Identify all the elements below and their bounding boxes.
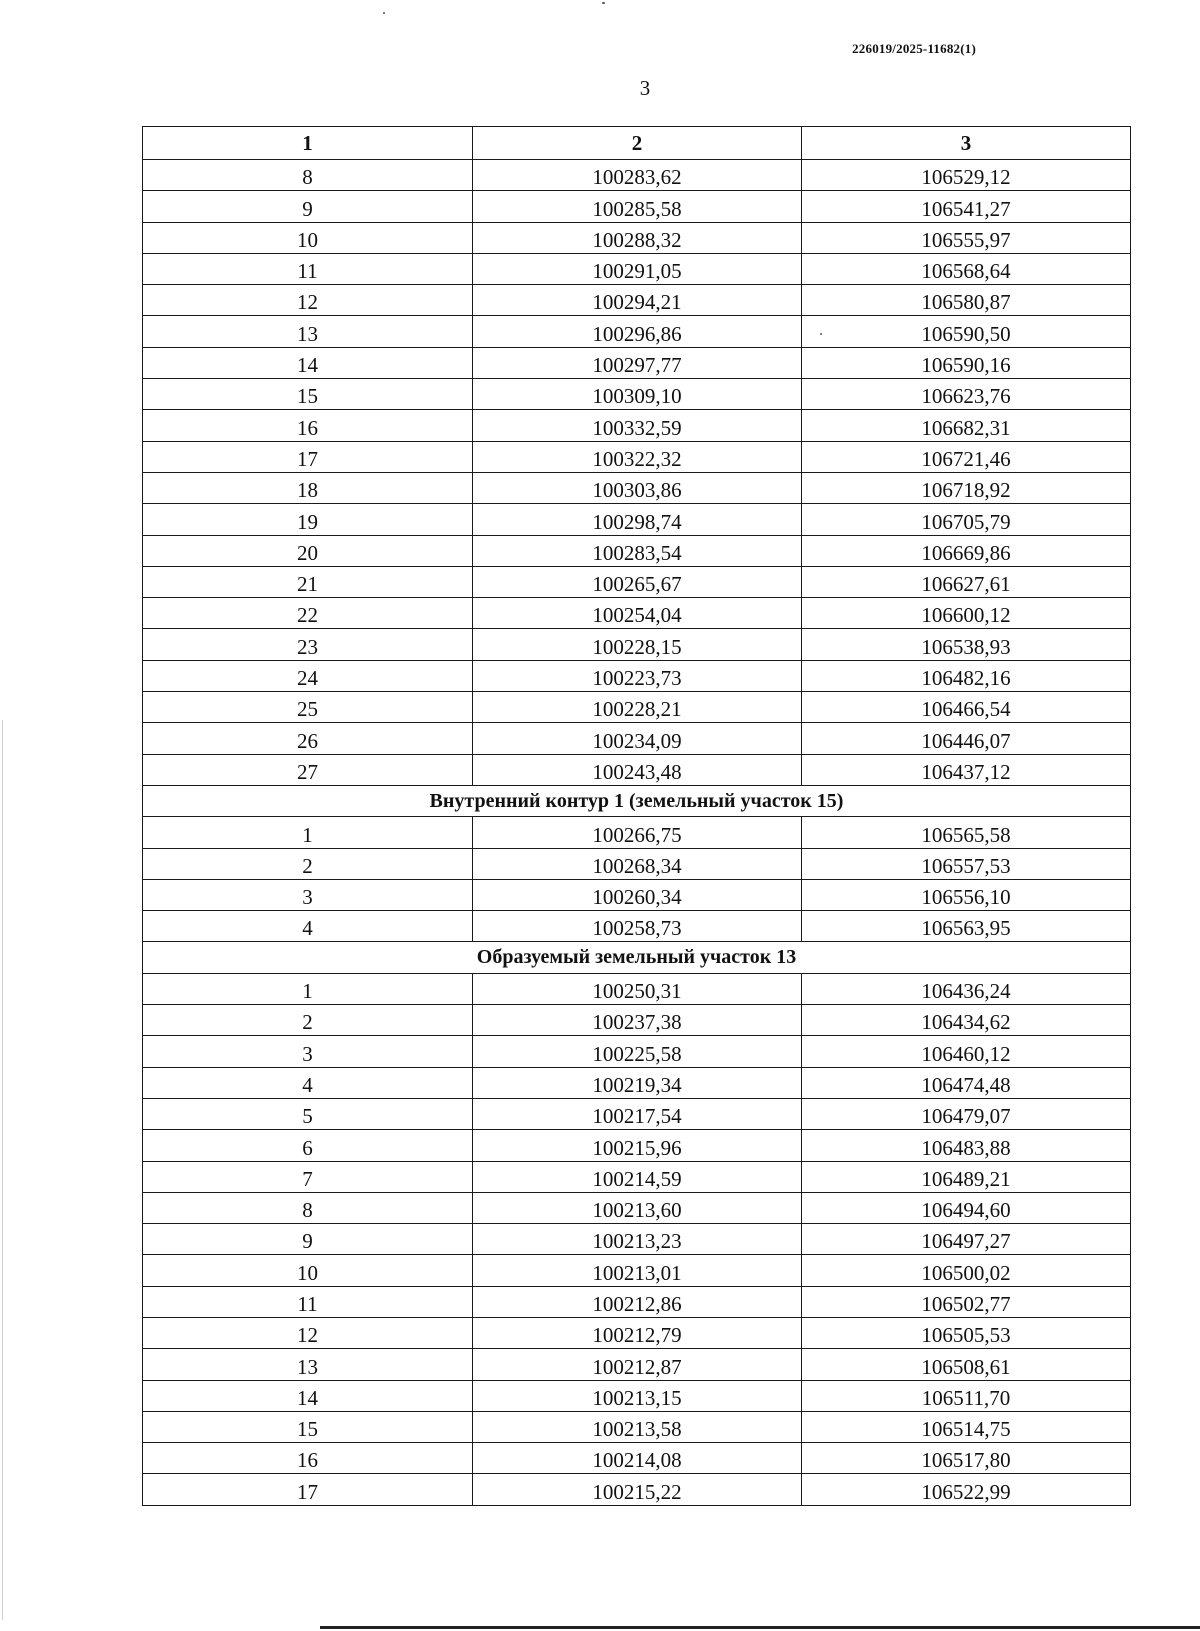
table-row (143, 222, 1131, 253)
coordinate-x-cell: 100223,73 (473, 660, 802, 691)
point-number-cell: 18 (143, 472, 473, 503)
table-row (143, 1098, 1131, 1129)
table-row (143, 660, 1131, 691)
coordinate-y-cell: 106590,50 (802, 316, 1131, 347)
coordinate-x-cell: 100250,31 (473, 973, 802, 1004)
coordinate-x-cell: 100225,58 (473, 1036, 802, 1067)
coordinate-y-cell: 106669,86 (802, 535, 1131, 566)
coordinate-x-cell: 100219,34 (473, 1067, 802, 1098)
coordinate-y-cell: 106437,12 (802, 754, 1131, 785)
table-row (143, 410, 1131, 441)
point-number-cell: 25 (143, 692, 473, 723)
table-row (143, 754, 1131, 785)
point-number-cell: 9 (143, 1224, 473, 1255)
column-header-2: 2 (473, 127, 802, 160)
coordinate-y-cell: 106538,93 (802, 629, 1131, 660)
table-header-row (143, 127, 1131, 160)
table-row (143, 1380, 1131, 1411)
coordinate-y-cell: 106502,77 (802, 1286, 1131, 1317)
coordinate-x-cell: 100322,32 (473, 441, 802, 472)
point-number-cell: 12 (143, 285, 473, 316)
point-number-cell: 9 (143, 191, 473, 222)
coordinate-y-cell: 106508,61 (802, 1349, 1131, 1380)
coordinate-x-cell: 100214,59 (473, 1161, 802, 1192)
scan-speck (820, 333, 822, 335)
coordinate-x-cell: 100283,62 (473, 160, 802, 191)
table-row (143, 347, 1131, 378)
point-number-cell: 2 (143, 1005, 473, 1036)
coordinate-x-cell: 100298,74 (473, 504, 802, 535)
point-number-cell: 1 (143, 817, 473, 848)
coordinate-y-cell: 106460,12 (802, 1036, 1131, 1067)
table-row (143, 879, 1131, 910)
coordinate-y-cell: 106705,79 (802, 504, 1131, 535)
table-row (143, 253, 1131, 284)
table-row (143, 1474, 1131, 1505)
coordinate-y-cell: 106627,61 (802, 566, 1131, 597)
table-row (143, 848, 1131, 879)
coordinate-x-cell: 100243,48 (473, 754, 802, 785)
coordinate-y-cell: 106556,10 (802, 879, 1131, 910)
point-number-cell: 17 (143, 441, 473, 472)
table-row (143, 1067, 1131, 1098)
point-number-cell: 7 (143, 1161, 473, 1192)
point-number-cell: 27 (143, 754, 473, 785)
coordinate-y-cell: 106600,12 (802, 598, 1131, 629)
coordinate-y-cell: 106522,99 (802, 1474, 1131, 1505)
coordinate-x-cell: 100217,54 (473, 1098, 802, 1129)
table-row (143, 191, 1131, 222)
coordinate-y-cell: 106563,95 (802, 911, 1131, 942)
table-row (143, 535, 1131, 566)
coordinate-y-cell: 106529,12 (802, 160, 1131, 191)
table-row (143, 911, 1131, 942)
coordinate-x-cell: 100213,58 (473, 1411, 802, 1442)
scan-bottom-edge (320, 1626, 1200, 1629)
coordinate-x-cell: 100291,05 (473, 253, 802, 284)
table-row (143, 973, 1131, 1004)
coordinate-x-cell: 100228,15 (473, 629, 802, 660)
coordinate-x-cell: 100237,38 (473, 1005, 802, 1036)
point-number-cell: 10 (143, 222, 473, 253)
coordinate-x-cell: 100215,22 (473, 1474, 802, 1505)
coordinate-x-cell: 100234,09 (473, 723, 802, 754)
point-number-cell: 15 (143, 379, 473, 410)
coordinate-x-cell: 100254,04 (473, 598, 802, 629)
coordinate-y-cell: 106474,48 (802, 1067, 1131, 1098)
point-number-cell: 24 (143, 660, 473, 691)
point-number-cell: 13 (143, 1349, 473, 1380)
point-number-cell: 2 (143, 848, 473, 879)
table-row (143, 316, 1131, 347)
table-row (143, 441, 1131, 472)
table-row (143, 598, 1131, 629)
coordinate-y-cell: 106436,24 (802, 973, 1131, 1004)
table-row (143, 1349, 1131, 1380)
table-row (143, 1286, 1131, 1317)
scan-speck (602, 2, 605, 4)
table-row (143, 1005, 1131, 1036)
document-registration-number: 226019/2025-11682(1) (852, 41, 976, 56)
table-row (143, 504, 1131, 535)
table-row (143, 566, 1131, 597)
table-row (143, 285, 1131, 316)
table-row (143, 723, 1131, 754)
point-number-cell: 5 (143, 1098, 473, 1129)
coordinate-x-cell: 100288,32 (473, 222, 802, 253)
coordinate-y-cell: 106482,16 (802, 660, 1131, 691)
point-number-cell: 16 (143, 1443, 473, 1474)
point-number-cell: 10 (143, 1255, 473, 1286)
table-row (143, 1255, 1131, 1286)
point-number-cell: 19 (143, 504, 473, 535)
coordinate-x-cell: 100309,10 (473, 379, 802, 410)
point-number-cell: 8 (143, 1192, 473, 1223)
coordinate-x-cell: 100294,21 (473, 285, 802, 316)
coordinate-y-cell: 106497,27 (802, 1224, 1131, 1255)
coordinate-x-cell: 100213,23 (473, 1224, 802, 1255)
coordinate-y-cell: 106483,88 (802, 1130, 1131, 1161)
coordinate-x-cell: 100212,79 (473, 1317, 802, 1348)
section-title: Внутренний контур 1 (земельный участок 15) (143, 785, 1131, 816)
point-number-cell: 20 (143, 535, 473, 566)
page-number: 3 (639, 76, 651, 100)
table-row (143, 1130, 1131, 1161)
point-number-cell: 3 (143, 879, 473, 910)
coordinate-y-cell: 106494,60 (802, 1192, 1131, 1223)
section-row (143, 942, 1131, 973)
coordinate-x-cell: 100297,77 (473, 347, 802, 378)
coordinates-table (142, 126, 1131, 1506)
coordinate-x-cell: 100296,86 (473, 316, 802, 347)
coordinate-x-cell: 100215,96 (473, 1130, 802, 1161)
section-row (143, 785, 1131, 816)
scan-edge-shadow (2, 720, 3, 1620)
point-number-cell: 13 (143, 316, 473, 347)
point-number-cell: 22 (143, 598, 473, 629)
coordinate-y-cell: 106718,92 (802, 472, 1131, 503)
coordinate-y-cell: 106590,16 (802, 347, 1131, 378)
table-row (143, 1224, 1131, 1255)
table-row (143, 817, 1131, 848)
table-row (143, 692, 1131, 723)
coordinate-x-cell: 100213,01 (473, 1255, 802, 1286)
coordinate-x-cell: 100265,67 (473, 566, 802, 597)
point-number-cell: 26 (143, 723, 473, 754)
point-number-cell: 6 (143, 1130, 473, 1161)
column-header-3: 3 (802, 127, 1131, 160)
table-row (143, 1192, 1131, 1223)
coordinate-x-cell: 100285,58 (473, 191, 802, 222)
table-row (143, 160, 1131, 191)
coordinate-x-cell: 100260,34 (473, 879, 802, 910)
table-row (143, 472, 1131, 503)
point-number-cell: 15 (143, 1411, 473, 1442)
coordinate-y-cell: 106721,46 (802, 441, 1131, 472)
coordinate-x-cell: 100213,15 (473, 1380, 802, 1411)
point-number-cell: 11 (143, 1286, 473, 1317)
coordinate-y-cell: 106517,80 (802, 1443, 1131, 1474)
coordinate-x-cell: 100266,75 (473, 817, 802, 848)
coordinate-y-cell: 106500,02 (802, 1255, 1131, 1286)
coordinate-y-cell: 106446,07 (802, 723, 1131, 754)
coordinate-y-cell: 106682,31 (802, 410, 1131, 441)
coordinate-y-cell: 106557,53 (802, 848, 1131, 879)
coordinate-y-cell: 106434,62 (802, 1005, 1131, 1036)
point-number-cell: 8 (143, 160, 473, 191)
point-number-cell: 14 (143, 347, 473, 378)
column-header-1: 1 (143, 127, 473, 160)
coordinate-y-cell: 106489,21 (802, 1161, 1131, 1192)
coordinate-x-cell: 100212,86 (473, 1286, 802, 1317)
coordinate-x-cell: 100303,86 (473, 472, 802, 503)
point-number-cell: 11 (143, 253, 473, 284)
point-number-cell: 12 (143, 1317, 473, 1348)
coordinate-y-cell: 106466,54 (802, 692, 1131, 723)
coordinate-x-cell: 100283,54 (473, 535, 802, 566)
table-row (143, 1036, 1131, 1067)
coordinate-x-cell: 100228,21 (473, 692, 802, 723)
table-row (143, 1443, 1131, 1474)
table-row (143, 1317, 1131, 1348)
coordinate-y-cell: 106514,75 (802, 1411, 1131, 1442)
coordinate-x-cell: 100268,34 (473, 848, 802, 879)
table-row (143, 629, 1131, 660)
point-number-cell: 17 (143, 1474, 473, 1505)
table-row (143, 1161, 1131, 1192)
coordinate-y-cell: 106565,58 (802, 817, 1131, 848)
coordinate-x-cell: 100214,08 (473, 1443, 802, 1474)
table-body (143, 160, 1131, 1506)
coordinate-x-cell: 100332,59 (473, 410, 802, 441)
coordinate-x-cell: 100212,87 (473, 1349, 802, 1380)
coordinate-x-cell: 100213,60 (473, 1192, 802, 1223)
scan-speck (383, 12, 385, 14)
point-number-cell: 3 (143, 1036, 473, 1067)
coordinate-y-cell: 106580,87 (802, 285, 1131, 316)
point-number-cell: 23 (143, 629, 473, 660)
table-row (143, 379, 1131, 410)
coordinate-y-cell: 106541,27 (802, 191, 1131, 222)
point-number-cell: 14 (143, 1380, 473, 1411)
section-title: Образуемый земельный участок 13 (143, 942, 1131, 973)
table-row (143, 1411, 1131, 1442)
coordinate-y-cell: 106479,07 (802, 1098, 1131, 1129)
point-number-cell: 4 (143, 911, 473, 942)
point-number-cell: 4 (143, 1067, 473, 1098)
coordinate-y-cell: 106568,64 (802, 253, 1131, 284)
coordinate-y-cell: 106623,76 (802, 379, 1131, 410)
point-number-cell: 16 (143, 410, 473, 441)
coordinate-y-cell: 106505,53 (802, 1317, 1131, 1348)
point-number-cell: 21 (143, 566, 473, 597)
coordinate-x-cell: 100258,73 (473, 911, 802, 942)
coordinate-y-cell: 106555,97 (802, 222, 1131, 253)
point-number-cell: 1 (143, 973, 473, 1004)
coordinate-y-cell: 106511,70 (802, 1380, 1131, 1411)
